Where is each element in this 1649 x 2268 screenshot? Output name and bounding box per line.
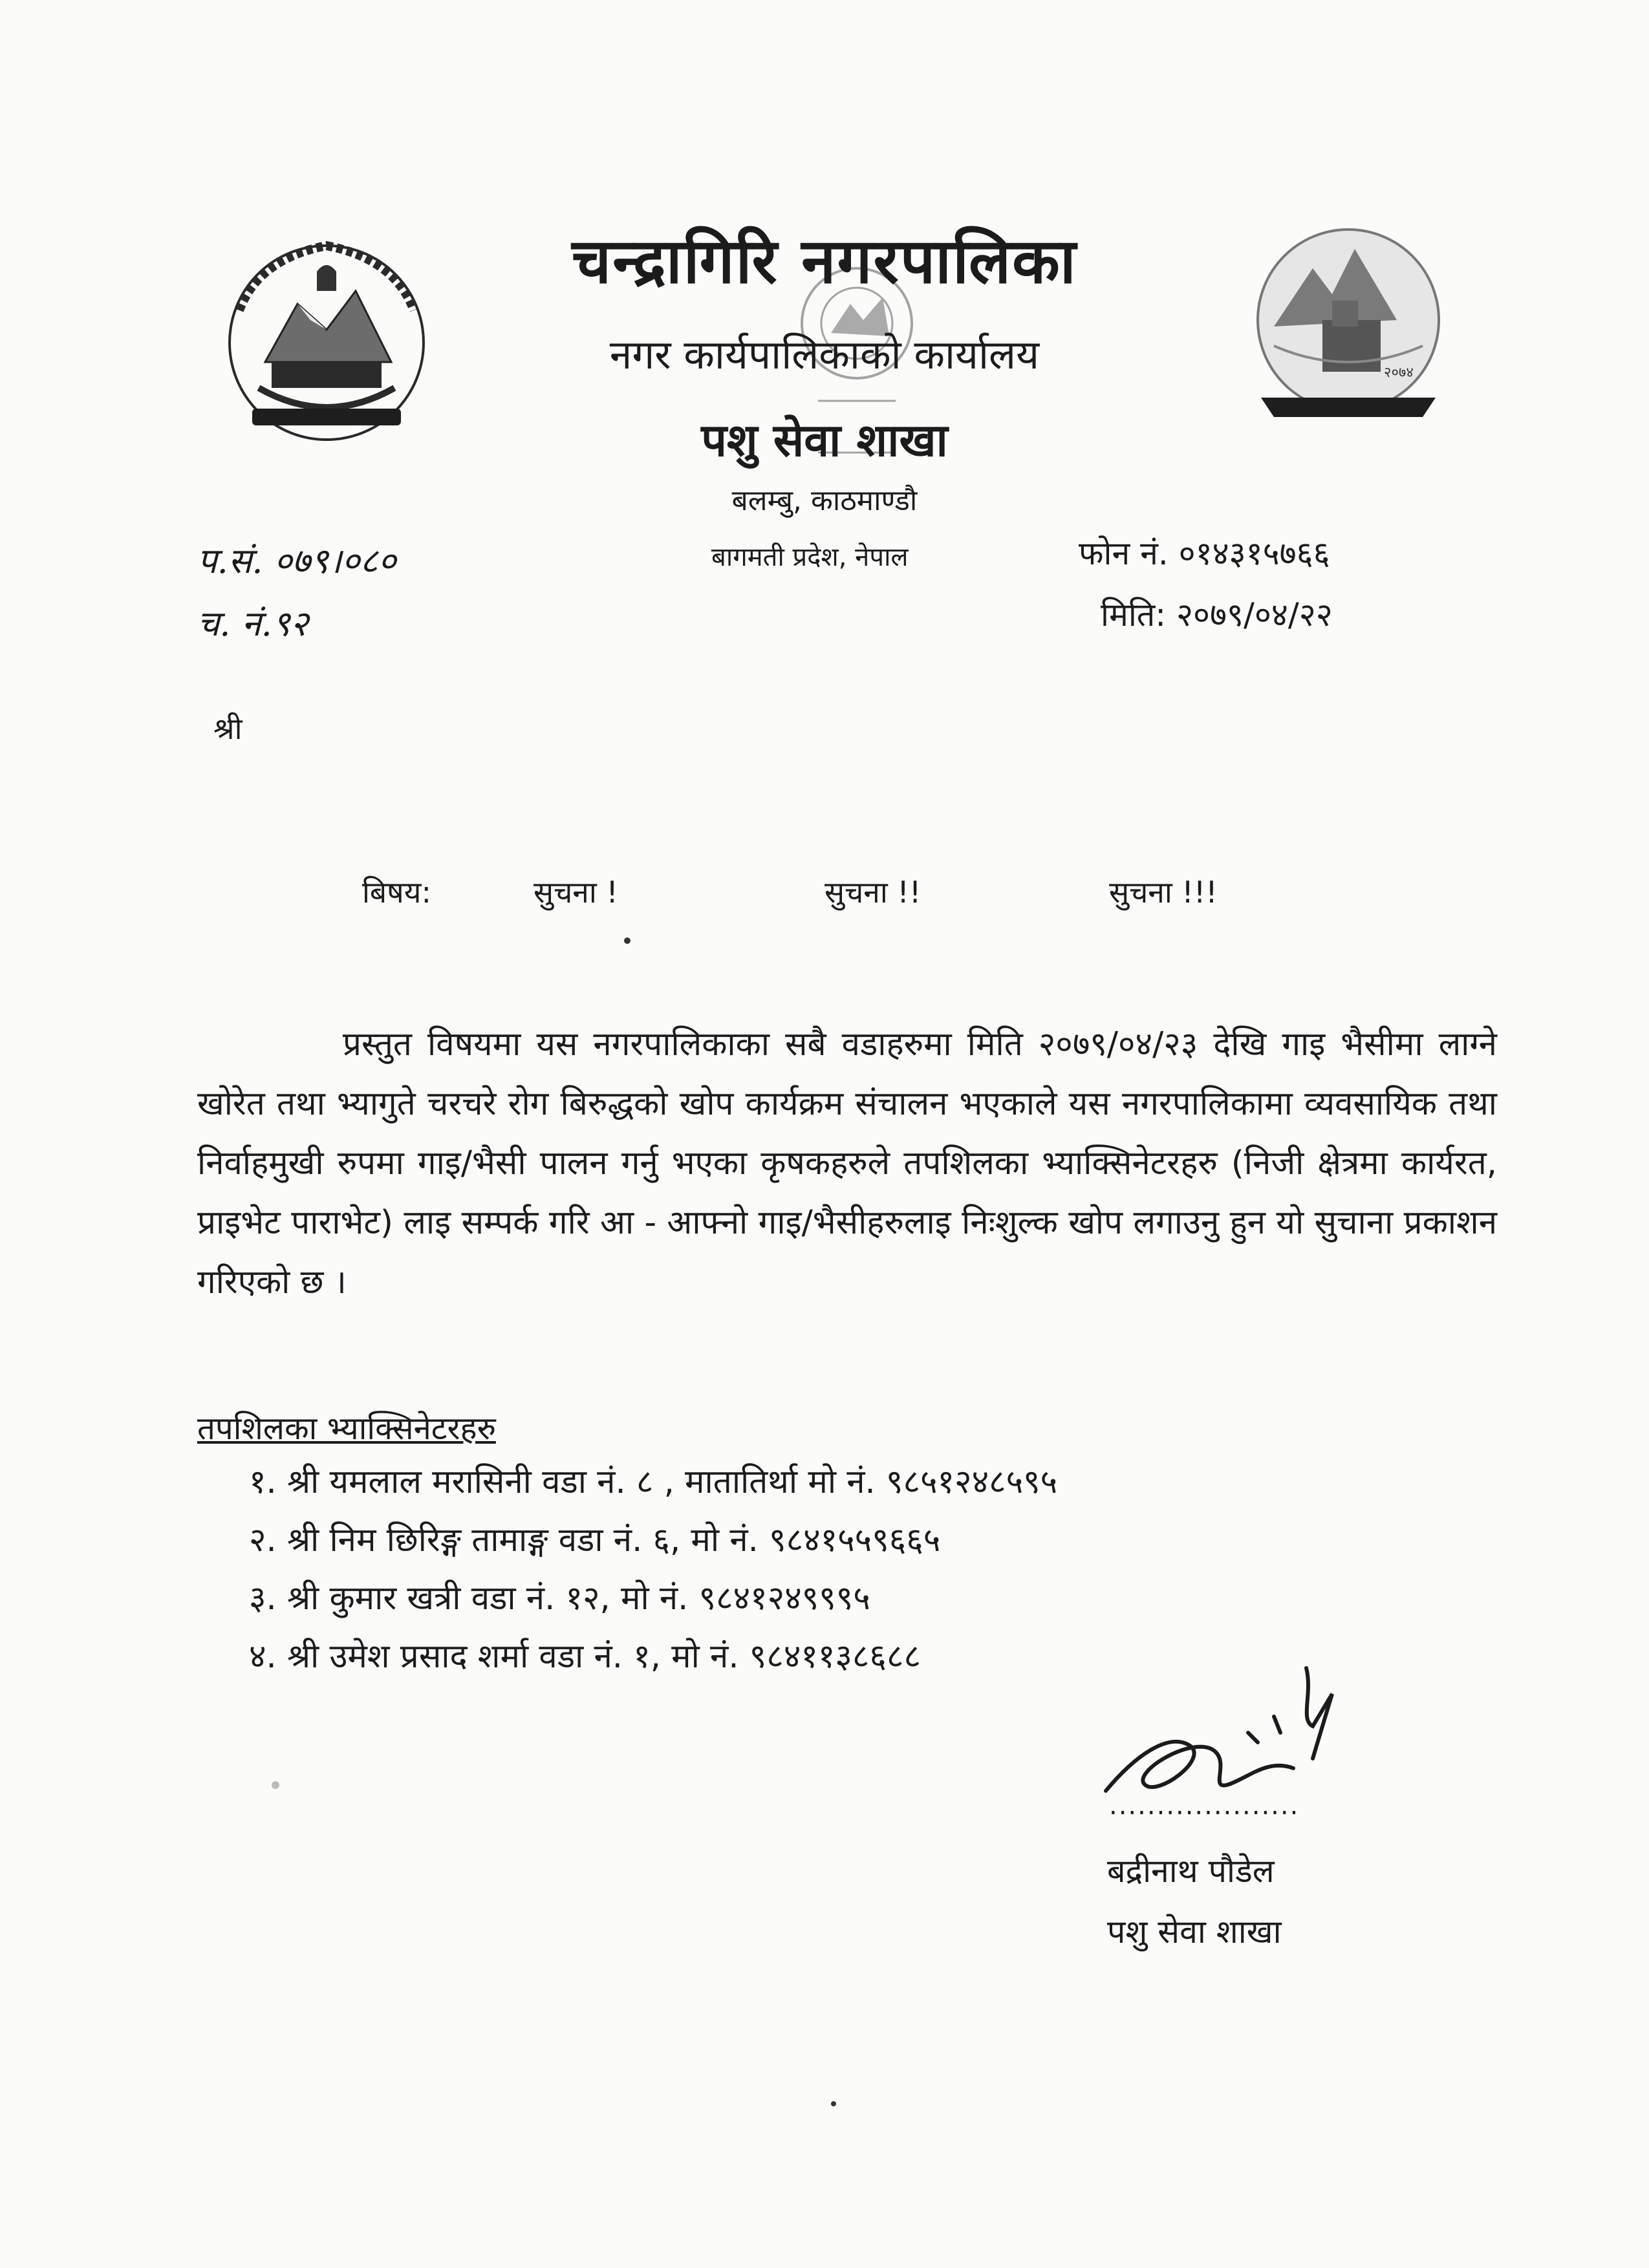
recipient-line: श्री [213, 711, 242, 746]
signatory-name: बद्रीनाथ पौडेल [1107, 1852, 1275, 1890]
list-item: २. श्री निम छिरिङ्ग तामाङ्ग वडा नं. ६, मो नं. ९८४१५५९६६५ [249, 1521, 941, 1559]
office-address: बलम्बु, काठमाण्डौ [731, 484, 918, 517]
list-item: ४. श्री उमेश प्रसाद शर्मा वडा नं. १, मो नं. ९८४११३८६८८ [249, 1638, 921, 1676]
notice-body: प्रस्तुत विषयमा यस नगरपालिकाका सबै वडाहरुमा मिति २०७९/०४/२३ देखि गाइ भैसीमा लाग्ने खोरेत तथा भ्यागुते चरचरे रोग बिरुद्धको खोप कार्यक्रम संचालन भएकाले यस नगरपालिकामा व्यवसायिक तथा निर्वाहमुखी रुपमा गाइ/भैसी पालन गर्नु भएका कृषकहरुले तपशिलका भ्याक्सिनेटरहरु (निजी क्षेत्रमा कार्यरत, प्राइभेट पाराभेट) लाइ सम्पर्क गरि आ - आफ्नो गाइ/भैसीहरुलाइ निःशुल्क खोप लगाउनु हुन यो सुचाना प्रकाशन गरिएको छ । [197, 1025, 1497, 1301]
province-line: बागमती प्रदेश, नेपाल [711, 542, 909, 572]
subject-notice-3: सुचना !!! [1109, 875, 1218, 910]
section-name: पशु सेवा शाखा [701, 414, 948, 467]
signatory-office: पशु सेवा शाखा [1107, 1913, 1282, 1951]
logo-year: २०७४ [1384, 365, 1414, 381]
scan-speck [272, 1781, 279, 1789]
office-name: नगर कार्यपालिकाको कार्यालय [609, 331, 1040, 378]
dispatch-number: च. नं.९२ [197, 603, 308, 644]
subject-label: बिषय: [362, 875, 431, 910]
letter-date: मिति: २०७९/०४/२२ [1101, 596, 1333, 634]
subject-notice-2: सुचना !! [824, 875, 921, 910]
scan-speck [831, 2101, 836, 2106]
vaccinator-list-title: तपशिलका भ्याक्सिनेटरहरु [197, 1410, 496, 1447]
scan-speck [624, 937, 630, 944]
phone-number: फोन नं. ०१४३१५७६६ [1079, 535, 1330, 572]
list-item: १. श्री यमलाल मरासिनी वडा नं. ८ , मातातिर्था मो नं. ९८५१२४८५९५ [249, 1463, 1058, 1501]
reference-number: प.सं. ०७९।०८० [197, 540, 396, 581]
subject-notice-1: सुचना ! [534, 875, 618, 910]
vaccinator-list [249, 1455, 1057, 1687]
municipality-name: चन्द्रागिरि नगरपालिका [572, 225, 1077, 297]
list-item: ३. श्री कुमार खत्री वडा नं. १२, मो नं. ९८४१२४९९९५ [249, 1579, 870, 1618]
signature-line: .................... [1109, 1791, 1300, 1821]
